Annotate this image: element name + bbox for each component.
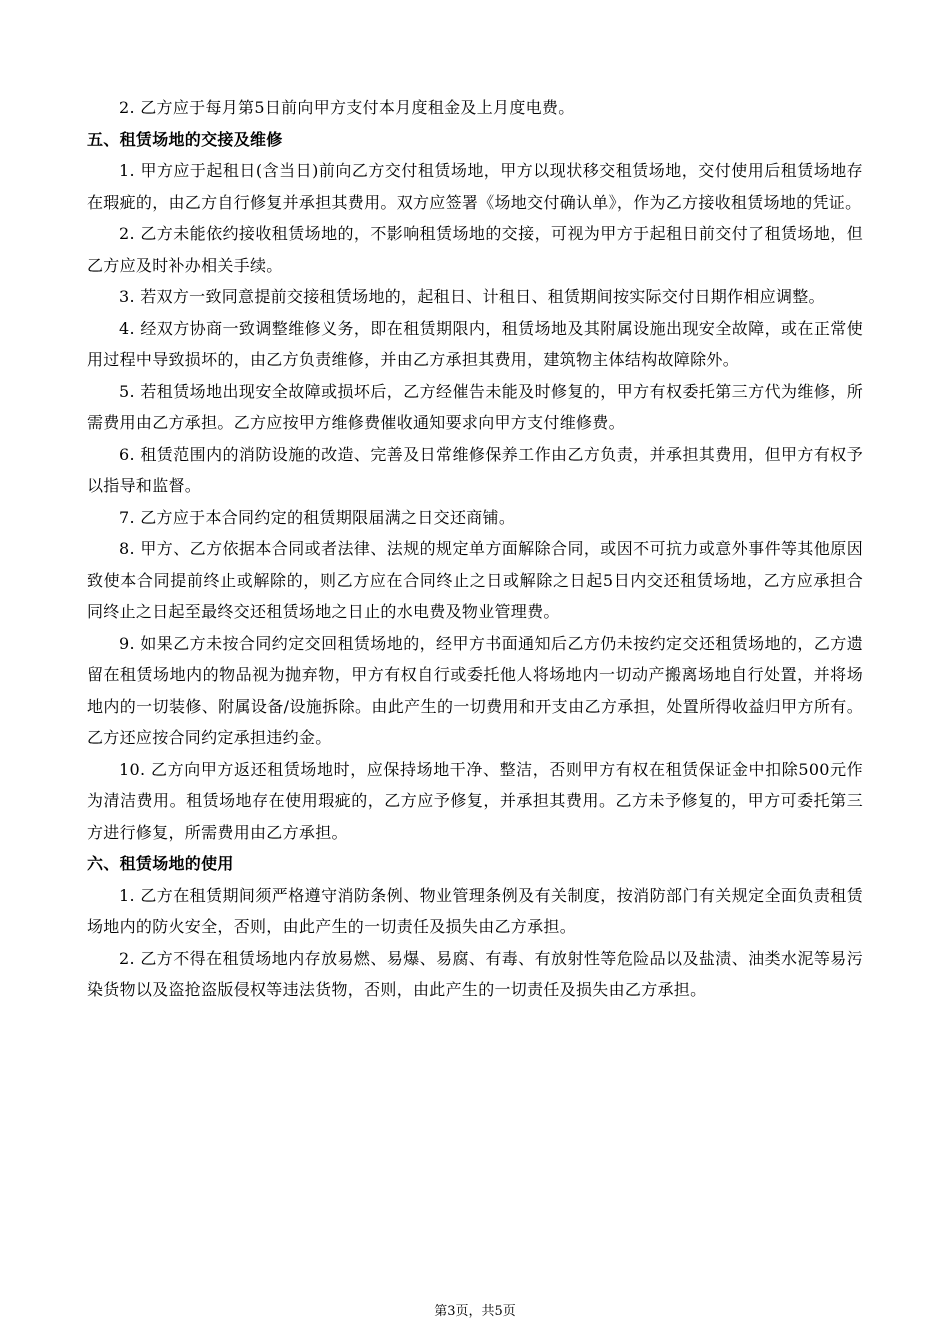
document-page (87, 92, 863, 1006)
clause-5-2: 2. 乙方未能依约接收租赁场地的，不影响租赁场地的交接，可视为甲方于起租日前交付了租赁场地，但乙方应及时补办相关手续。 (87, 224, 863, 275)
section-6-heading: 六、租赁场地的使用 (87, 854, 234, 873)
clause-5-4: 4. 经双方协商一致调整维修义务，即在租赁期限内，租赁场地及其附属设施出现安全故障，或在正常使用过程中导致损坏的，由乙方负责维修，并由乙方承担其费用，建筑物主体结构故障除外。 (87, 318, 863, 369)
section-5-heading: 五、租赁场地的交接及维修 (87, 129, 283, 149)
clause-5-7: 7. 乙方应于本合同约定的租赁期限届满之日交还商铺。 (119, 507, 516, 527)
clause-6-1: 1. 乙方在租赁期间须严格遵守消防条例、物业管理条例及有关制度，按消防部门有关规定全面负责租赁场地内的防火安全，否则，由此产生的一切责任及损失由乙方承担。 (87, 885, 863, 936)
page-number-footer: 第3页，共5页 (434, 1304, 516, 1319)
clause-5-9: 9. 如果乙方未按合同约定交回租赁场地的，经甲方书面通知后乙方仍未按约定交还租赁场地的，乙方遗留在租赁场地内的物品视为抛弃物，甲方有权自行或委托他人将场地内一切动产搬离场地自行处置，并将场地内的一切装修、附属设备/设施拆除。由此产生的一切费用和开支由乙方承担，处置所得收益归甲方所有。乙方还应按合同约定承担违约金。 (87, 633, 863, 747)
clause-4-2: 2. 乙方应于每月第5日前向甲方支付本月度租金及上月度电费。 (119, 98, 575, 117)
clause-5-5: 5. 若租赁场地出现安全故障或损坏后，乙方经催告未能及时修复的，甲方有权委托第三方代为维修，所需费用由乙方承担。乙方应按甲方维修费催收通知要求向甲方支付维修费。 (87, 381, 863, 432)
clause-5-1: 1. 甲方应于起租日(含当日)前向乙方交付租赁场地，甲方以现状移交租赁场地，交付使用后租赁场地存在瑕疵的，由乙方自行修复并承担其费用。双方应签署《场地交付确认单》，作为乙方接收租赁场地的凭证。 (87, 161, 863, 212)
clause-5-8: 8. 甲方、乙方依据本合同或者法律、法规的规定单方面解除合同，或因不可抗力或意外事件等其他原因致使本合同提前终止或解除的，则乙方应在合同终止之日或解除之日起5日内交还租赁场地，乙方应承担合同终止之日起至最终交还租赁场地之日止的水电费及物业管理费。 (87, 539, 863, 621)
clause-5-3: 3. 若双方一致同意提前交接租赁场地的，起租日、计租日、租赁期间按实际交付日期作相应调整。 (119, 287, 825, 306)
clause-5-10: 10. 乙方向甲方返还租赁场地时，应保持场地干净、整洁，否则甲方有权在租赁保证金中扣除500元作为清洁费用。租赁场地存在使用瑕疵的，乙方应予修复，并承担其费用。乙方未予修复的，甲方可委托第三方进行修复，所需费用由乙方承担。 (87, 759, 863, 842)
clause-6-2: 2. 乙方不得在租赁场地内存放易燃、易爆、易腐、有毒、有放射性等危险品以及盐渍、油类水泥等易污染货物以及盗抢盗版侵权等违法货物，否则，由此产生的一切责任及损失由乙方承担。 (87, 948, 863, 999)
clause-5-6: 6. 租赁范围内的消防设施的改造、完善及日常维修保养工作由乙方负责，并承担其费用，但甲方有权予以指导和监督。 (87, 444, 863, 495)
